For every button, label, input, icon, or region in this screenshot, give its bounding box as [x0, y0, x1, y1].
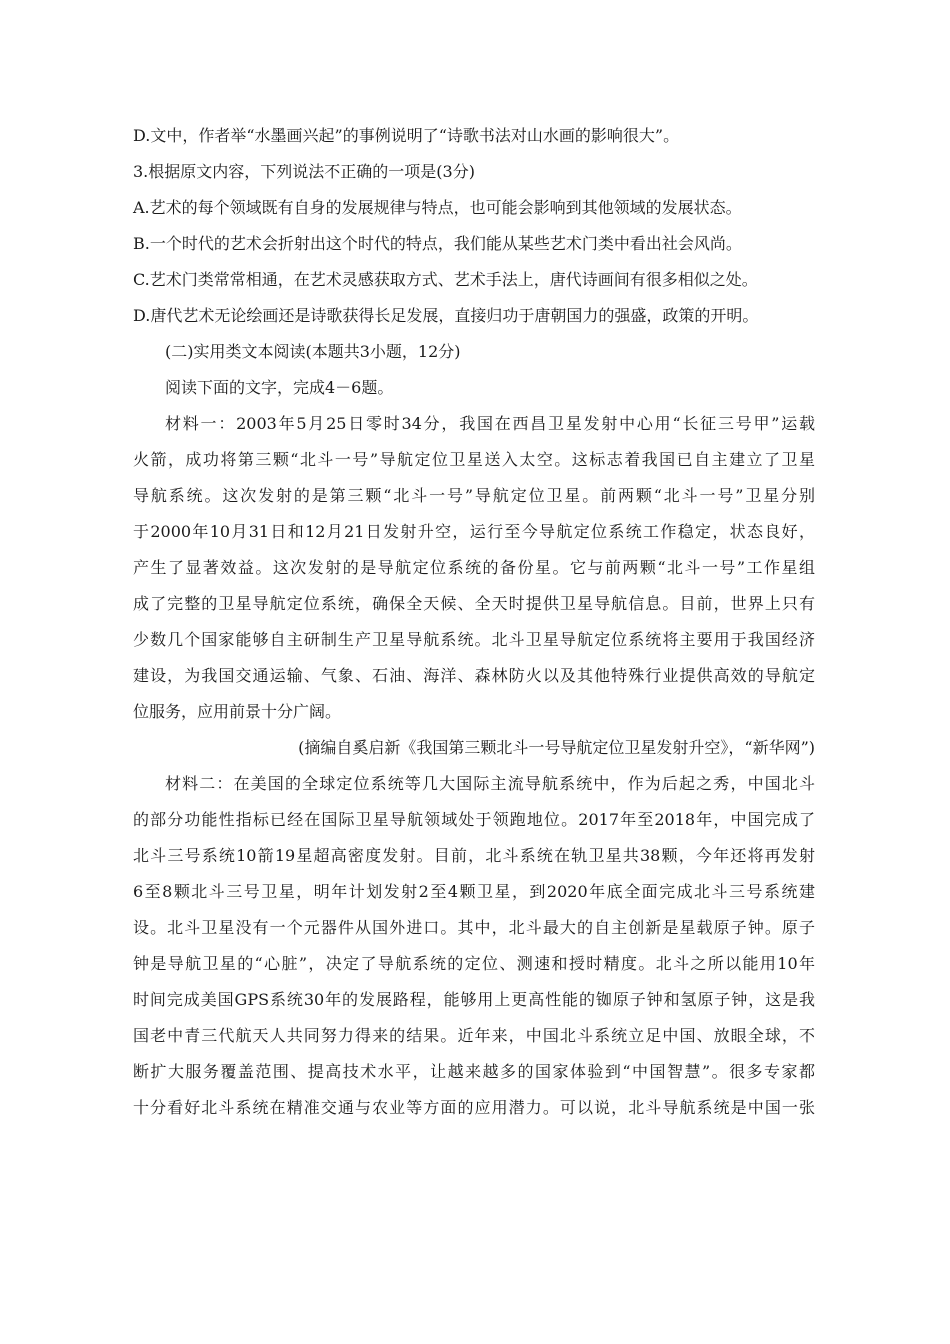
material2-line: 时间完成美国GPS系统30年的发展路程，能够用上更高性能的铷原子钟和氢原子钟，这是我 — [133, 990, 815, 1009]
material1-paragraph — [133, 406, 815, 730]
section-instruction: 阅读下面的文字，完成4－6题。 — [165, 378, 394, 397]
section-heading: (二)实用类文本阅读(本题共3小题，12分) — [165, 342, 461, 361]
page-content — [133, 118, 815, 1126]
question3-option-b: B.一个时代的艺术会折射出这个时代的特点，我们能从某些艺术门类中看出社会风尚。 — [133, 234, 742, 253]
material2-paragraph — [133, 766, 815, 1126]
material2-line: 材料二：在美国的全球定位系统等几大国际主流导航系统中，作为后起之秀，中国北斗 — [165, 774, 815, 793]
material1-line: 建设，为我国交通运输、气象、石油、海洋、森林防火以及其他特殊行业提供高效的导航定 — [133, 666, 815, 685]
material1-line: 材料一：2003年5月25日零时34分，我国在西昌卫星发射中心用“长征三号甲”运载 — [165, 414, 815, 433]
material1-line: 于2000年10月31日和12月21日发射升空，运行至今导航定位系统工作稳定，状态良好， — [133, 522, 815, 541]
question3-option-d: D.唐代艺术无论绘画还是诗歌获得长足发展，直接归功于唐朝国力的强盛，政策的开明。 — [133, 306, 759, 325]
question3-option-a: A.艺术的每个领域既有自身的发展规律与特点，也可能会影响到其他领域的发展状态。 — [133, 198, 742, 217]
material2-line: 断扩大服务覆盖范围、提高技术水平，让越来越多的国家体验到“中国智慧”。很多专家都 — [133, 1062, 815, 1081]
material1-line: 火箭，成功将第三颗“北斗一号”导航定位卫星送入太空。这标志着我国已自主建立了卫星 — [133, 450, 815, 469]
material1-line: 成了完整的卫星导航定位系统，确保全天候、全天时提供卫星导航信息。目前，世界上只有 — [133, 594, 815, 613]
material2-line: 十分看好北斗系统在精准交通与农业等方面的应用潜力。可以说，北斗导航系统是中国一张 — [133, 1098, 815, 1117]
material1-line: 导航系统。这次发射的是第三颗“北斗一号”导航定位卫星。前两颗“北斗一号”卫星分别 — [133, 486, 815, 505]
material1-line: 产生了显著效益。这次发射的是导航定位系统的备份星。它与前两颗“北斗一号”工作星组 — [133, 558, 815, 577]
question2-option-d: D.文中，作者举“水墨画兴起”的事例说明了“诗歌书法对山水画的影响很大”。 — [133, 126, 680, 145]
material1-line: 位服务，应用前景十分广阔。 — [133, 702, 342, 721]
material2-line: 钟是导航卫星的“心脏”，决定了导航系统的定位、测速和授时精度。北斗之所以能用10年 — [133, 954, 815, 973]
question3-stem: 3.根据原文内容，下列说法不正确的一项是(3分) — [133, 162, 475, 181]
material2-line: 6至8颗北斗三号卫星，明年计划发射2至4颗卫星，到2020年底全面完成北斗三号系统建 — [133, 882, 815, 901]
question3-option-c: C.艺术门类常常相通，在艺术灵感获取方式、艺术手法上，唐代诗画间有很多相似之处。 — [133, 270, 758, 289]
material2-line: 设。北斗卫星没有一个元器件从国外进口。其中，北斗最大的自主创新是星载原子钟。原子 — [133, 918, 815, 937]
material1-line: 少数几个国家能够自主研制生产卫星导航系统。北斗卫星导航定位系统将主要用于我国经济 — [133, 630, 815, 649]
material1-source: (摘编自奚启新《我国第三颗北斗一号导航定位卫星发射升空》，“新华网”) — [298, 738, 815, 757]
material2-line: 北斗三号系统10箭19星超高密度发射。目前，北斗系统在轨卫星共38颗，今年还将再发射 — [133, 846, 815, 865]
material2-line: 的部分功能性指标已经在国际卫星导航领域处于领跑地位。2017年至2018年，中国完成了 — [133, 810, 815, 829]
material2-line: 国老中青三代航天人共同努力得来的结果。近年来，中国北斗系统立足中国、放眼全球，不 — [133, 1026, 815, 1045]
